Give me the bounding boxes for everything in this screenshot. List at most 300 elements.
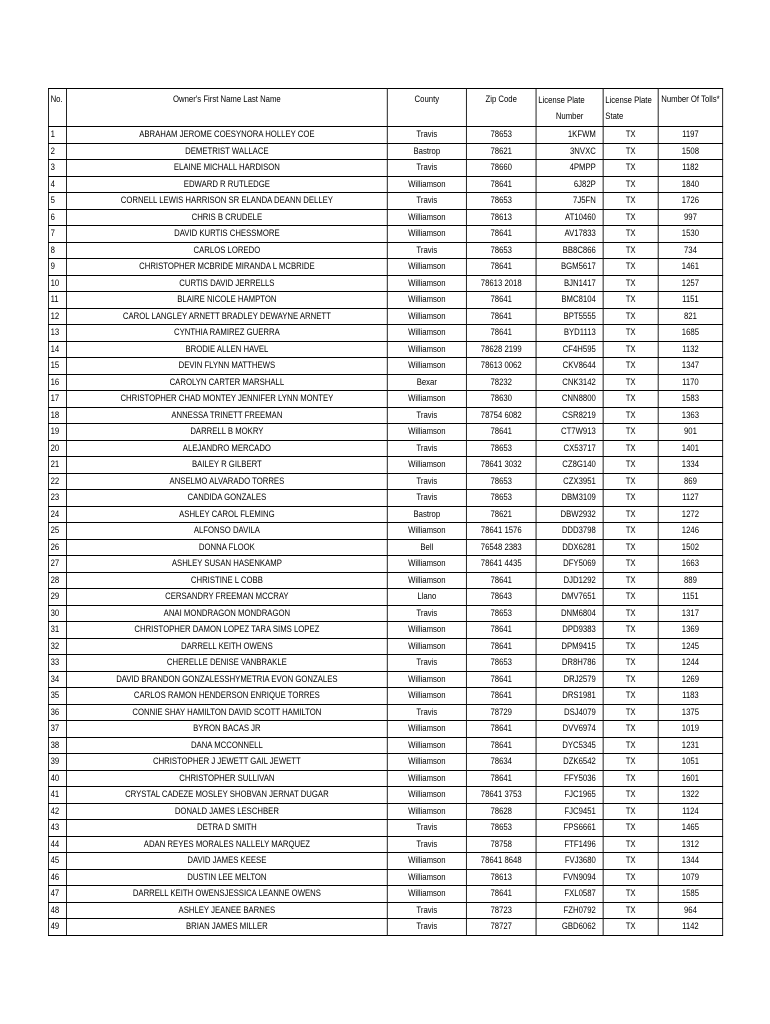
license-plate-state-cell: TX: [603, 655, 658, 672]
zip-code-cell: 78641: [466, 308, 536, 325]
license-plate-state-cell: TX: [603, 803, 658, 820]
zip-code-cell: 78232: [466, 374, 536, 391]
table-row: [48, 869, 722, 886]
zip-code-cell: 78653: [466, 242, 536, 259]
header-license-plate-number: [536, 89, 603, 127]
table-row: [48, 523, 722, 540]
zip-code-cell: 78641: [466, 325, 536, 342]
owner-name-cell: CORNELL LEWIS HARRISON SR ELANDA DEANN DELLEY: [66, 193, 387, 210]
number-of-tolls-cell: 1583: [658, 391, 723, 408]
table-row: [48, 407, 722, 424]
number-of-tolls-cell: 1257: [658, 275, 723, 292]
header-no: No.: [48, 89, 66, 127]
license-plate-number-cell: DRS1981: [536, 688, 603, 705]
header-number-of-tolls: Number Of Tolls*: [658, 89, 723, 127]
number-of-tolls-cell: 1269: [658, 671, 723, 688]
license-plate-state-cell: TX: [603, 143, 658, 160]
zip-code-cell: 78653: [466, 127, 536, 144]
owner-name-cell: DONALD JAMES LESCHBER: [66, 803, 387, 820]
owner-name-cell: DONNA FLOOK: [66, 539, 387, 556]
row-number-cell: 39: [48, 754, 66, 771]
number-of-tolls-cell: 1375: [658, 704, 723, 721]
owner-name-cell: DUSTIN LEE MELTON: [66, 869, 387, 886]
license-plate-state-cell: TX: [603, 374, 658, 391]
license-plate-number-cell: FVN9094: [536, 869, 603, 886]
license-plate-state-cell: TX: [603, 127, 658, 144]
owner-name-cell: ANNESSA TRINETT FREEMAN: [66, 407, 387, 424]
table-row: [48, 226, 722, 243]
owner-name-cell: CHRISTINE L COBB: [66, 572, 387, 589]
row-number-cell: 25: [48, 523, 66, 540]
owner-name-cell: DARRELL KEITH OWENSJESSICA LEANNE OWENS: [66, 886, 387, 903]
table-row: [48, 193, 722, 210]
row-number-cell: 48: [48, 902, 66, 919]
number-of-tolls-cell: 1585: [658, 886, 723, 903]
owner-name-cell: ELAINE MICHALL HARDISON: [66, 160, 387, 177]
county-cell: Williamson: [387, 325, 466, 342]
row-number-cell: 46: [48, 869, 66, 886]
owners-table: [48, 88, 723, 936]
license-plate-number-cell: DBW2932: [536, 506, 603, 523]
row-number-cell: 13: [48, 325, 66, 342]
table-row: [48, 902, 722, 919]
owner-name-cell: BYRON BACAS JR: [66, 721, 387, 738]
row-number-cell: 32: [48, 638, 66, 655]
zip-code-cell: 78641 3032: [466, 457, 536, 474]
table-row: [48, 457, 722, 474]
row-number-cell: 29: [48, 589, 66, 606]
header-row: [48, 89, 722, 127]
number-of-tolls-cell: 1347: [658, 358, 723, 375]
county-cell: Travis: [387, 655, 466, 672]
license-plate-number-cell: FPS6661: [536, 820, 603, 837]
county-cell: Williamson: [387, 803, 466, 820]
license-plate-state-cell: TX: [603, 836, 658, 853]
license-plate-number-cell: FVJ3680: [536, 853, 603, 870]
license-plate-state-cell: TX: [603, 688, 658, 705]
number-of-tolls-cell: 1245: [658, 638, 723, 655]
number-of-tolls-cell: 1312: [658, 836, 723, 853]
license-plate-state-cell: TX: [603, 869, 658, 886]
zip-code-cell: 78641: [466, 737, 536, 754]
table-row: [48, 704, 722, 721]
table-row: [48, 671, 722, 688]
table-row: [48, 886, 722, 903]
row-number-cell: 36: [48, 704, 66, 721]
county-cell: Williamson: [387, 787, 466, 804]
number-of-tolls-cell: 1246: [658, 523, 723, 540]
license-plate-state-cell: TX: [603, 176, 658, 193]
county-cell: Williamson: [387, 226, 466, 243]
county-cell: Travis: [387, 902, 466, 919]
county-cell: Travis: [387, 127, 466, 144]
license-plate-state-cell: TX: [603, 820, 658, 837]
county-cell: Travis: [387, 160, 466, 177]
county-cell: Williamson: [387, 259, 466, 276]
county-cell: Williamson: [387, 671, 466, 688]
owner-name-cell: CHRISTOPHER DAMON LOPEZ TARA SIMS LOPEZ: [66, 622, 387, 639]
county-cell: Williamson: [387, 869, 466, 886]
license-plate-state-cell: TX: [603, 737, 658, 754]
table-row: [48, 770, 722, 787]
header-plate-line1: License Plate: [538, 95, 585, 105]
license-plate-state-cell: TX: [603, 407, 658, 424]
county-cell: Bexar: [387, 374, 466, 391]
county-cell: Williamson: [387, 556, 466, 573]
county-cell: Williamson: [387, 688, 466, 705]
owner-name-cell: ALEJANDRO MERCADO: [66, 440, 387, 457]
license-plate-state-cell: TX: [603, 308, 658, 325]
row-number-cell: 3: [48, 160, 66, 177]
number-of-tolls-cell: 869: [658, 473, 723, 490]
county-cell: Williamson: [387, 424, 466, 441]
owner-name-cell: CHERELLE DENISE VANBRAKLE: [66, 655, 387, 672]
county-cell: Travis: [387, 919, 466, 936]
number-of-tolls-cell: 1231: [658, 737, 723, 754]
zip-code-cell: 78729: [466, 704, 536, 721]
row-number-cell: 20: [48, 440, 66, 457]
license-plate-state-cell: TX: [603, 440, 658, 457]
zip-code-cell: 78613: [466, 869, 536, 886]
zip-code-cell: 78641: [466, 176, 536, 193]
table-row: [48, 440, 722, 457]
table-row: [48, 308, 722, 325]
row-number-cell: 4: [48, 176, 66, 193]
license-plate-number-cell: FXL0587: [536, 886, 603, 903]
county-cell: Williamson: [387, 457, 466, 474]
number-of-tolls-cell: 1272: [658, 506, 723, 523]
license-plate-state-cell: TX: [603, 919, 658, 936]
zip-code-cell: 78641: [466, 226, 536, 243]
table-row: [48, 803, 722, 820]
license-plate-number-cell: FJC1965: [536, 787, 603, 804]
row-number-cell: 49: [48, 919, 66, 936]
zip-code-cell: 78630: [466, 391, 536, 408]
number-of-tolls-cell: 1170: [658, 374, 723, 391]
owner-name-cell: EDWARD R RUTLEDGE: [66, 176, 387, 193]
row-number-cell: 23: [48, 490, 66, 507]
owner-name-cell: DAVID KURTIS CHESSMORE: [66, 226, 387, 243]
owner-name-cell: BAILEY R GILBERT: [66, 457, 387, 474]
license-plate-number-cell: DFY5069: [536, 556, 603, 573]
county-cell: Travis: [387, 490, 466, 507]
license-plate-state-cell: TX: [603, 704, 658, 721]
license-plate-state-cell: TX: [603, 424, 658, 441]
license-plate-state-cell: TX: [603, 341, 658, 358]
license-plate-state-cell: TX: [603, 787, 658, 804]
license-plate-number-cell: BJN1417: [536, 275, 603, 292]
license-plate-number-cell: DBM3109: [536, 490, 603, 507]
county-cell: Travis: [387, 820, 466, 837]
row-number-cell: 6: [48, 209, 66, 226]
number-of-tolls-cell: 1244: [658, 655, 723, 672]
county-cell: Travis: [387, 407, 466, 424]
number-of-tolls-cell: 1317: [658, 605, 723, 622]
row-number-cell: 35: [48, 688, 66, 705]
owner-name-cell: ASHLEY CAROL FLEMING: [66, 506, 387, 523]
county-cell: Travis: [387, 605, 466, 622]
header-state-line1: License Plate: [605, 95, 652, 105]
owner-name-cell: BLAIRE NICOLE HAMPTON: [66, 292, 387, 309]
owner-name-cell: ABRAHAM JEROME COESYNORA HOLLEY COE: [66, 127, 387, 144]
number-of-tolls-cell: 1461: [658, 259, 723, 276]
license-plate-state-cell: TX: [603, 242, 658, 259]
county-cell: Williamson: [387, 770, 466, 787]
license-plate-number-cell: DRJ2579: [536, 671, 603, 688]
row-number-cell: 9: [48, 259, 66, 276]
county-cell: Travis: [387, 473, 466, 490]
row-number-cell: 45: [48, 853, 66, 870]
license-plate-number-cell: CX53717: [536, 440, 603, 457]
table-row: [48, 539, 722, 556]
county-cell: Williamson: [387, 638, 466, 655]
table-header: [48, 89, 722, 127]
owner-name-cell: BRIAN JAMES MILLER: [66, 919, 387, 936]
header-license-plate-state: [603, 89, 658, 127]
table-row: [48, 374, 722, 391]
county-cell: Travis: [387, 242, 466, 259]
header-owner-name: Owner's First Name Last Name: [66, 89, 387, 127]
license-plate-number-cell: BPT5555: [536, 308, 603, 325]
number-of-tolls-cell: 1322: [658, 787, 723, 804]
table-row: [48, 259, 722, 276]
owner-name-cell: CHRISTOPHER MCBRIDE MIRANDA L MCBRIDE: [66, 259, 387, 276]
zip-code-cell: 78621: [466, 143, 536, 160]
owner-name-cell: CRYSTAL CADEZE MOSLEY SHOBVAN JERNAT DUGAR: [66, 787, 387, 804]
zip-code-cell: 78613 2018: [466, 275, 536, 292]
county-cell: Williamson: [387, 721, 466, 738]
license-plate-number-cell: CSR8219: [536, 407, 603, 424]
owner-name-cell: ANSELMO ALVARADO TORRES: [66, 473, 387, 490]
county-cell: Travis: [387, 193, 466, 210]
row-number-cell: 16: [48, 374, 66, 391]
license-plate-number-cell: BYD1113: [536, 325, 603, 342]
license-plate-number-cell: BB8C866: [536, 242, 603, 259]
number-of-tolls-cell: 997: [658, 209, 723, 226]
zip-code-cell: 78641: [466, 292, 536, 309]
zip-code-cell: 78641: [466, 721, 536, 738]
table-row: [48, 506, 722, 523]
owner-name-cell: DETRA D SMITH: [66, 820, 387, 837]
table-row: [48, 275, 722, 292]
row-number-cell: 38: [48, 737, 66, 754]
table-row: [48, 655, 722, 672]
zip-code-cell: 78653: [466, 440, 536, 457]
zip-code-cell: 78641 4435: [466, 556, 536, 573]
license-plate-state-cell: TX: [603, 457, 658, 474]
license-plate-state-cell: TX: [603, 193, 658, 210]
number-of-tolls-cell: 1465: [658, 820, 723, 837]
county-cell: Williamson: [387, 292, 466, 309]
zip-code-cell: 78628: [466, 803, 536, 820]
owner-name-cell: DEVIN FLYNN MATTHEWS: [66, 358, 387, 375]
county-cell: Williamson: [387, 853, 466, 870]
zip-code-cell: 78634: [466, 754, 536, 771]
number-of-tolls-cell: 1079: [658, 869, 723, 886]
row-number-cell: 7: [48, 226, 66, 243]
table-row: [48, 143, 722, 160]
number-of-tolls-cell: 1530: [658, 226, 723, 243]
license-plate-number-cell: FZH0792: [536, 902, 603, 919]
row-number-cell: 40: [48, 770, 66, 787]
table-row: [48, 325, 722, 342]
row-number-cell: 1: [48, 127, 66, 144]
license-plate-state-cell: TX: [603, 671, 658, 688]
zip-code-cell: 78641: [466, 688, 536, 705]
owner-name-cell: BRODIE ALLEN HAVEL: [66, 341, 387, 358]
zip-code-cell: 78653: [466, 490, 536, 507]
county-cell: Llano: [387, 589, 466, 606]
table-row: [48, 358, 722, 375]
license-plate-state-cell: TX: [603, 473, 658, 490]
license-plate-state-cell: TX: [603, 853, 658, 870]
table-row: [48, 391, 722, 408]
table-row: [48, 341, 722, 358]
zip-code-cell: 78641 3753: [466, 787, 536, 804]
owner-name-cell: DAVID JAMES KEESE: [66, 853, 387, 870]
license-plate-number-cell: BMC8104: [536, 292, 603, 309]
table-row: [48, 556, 722, 573]
header-state-line2: State: [605, 111, 624, 121]
license-plate-state-cell: TX: [603, 226, 658, 243]
table-row: [48, 820, 722, 837]
number-of-tolls-cell: 1401: [658, 440, 723, 457]
zip-code-cell: 78653: [466, 193, 536, 210]
table-row: [48, 688, 722, 705]
owner-name-cell: DANA MCCONNELL: [66, 737, 387, 754]
license-plate-number-cell: FTF1496: [536, 836, 603, 853]
number-of-tolls-cell: 1369: [658, 622, 723, 639]
license-plate-state-cell: TX: [603, 209, 658, 226]
number-of-tolls-cell: 1019: [658, 721, 723, 738]
zip-code-cell: 78621: [466, 506, 536, 523]
license-plate-state-cell: TX: [603, 325, 658, 342]
zip-code-cell: 78641: [466, 671, 536, 688]
row-number-cell: 24: [48, 506, 66, 523]
zip-code-cell: 78613 0062: [466, 358, 536, 375]
zip-code-cell: 78641 1576: [466, 523, 536, 540]
license-plate-state-cell: TX: [603, 391, 658, 408]
license-plate-number-cell: CNN8800: [536, 391, 603, 408]
number-of-tolls-cell: 1726: [658, 193, 723, 210]
zip-code-cell: 78641: [466, 770, 536, 787]
license-plate-state-cell: TX: [603, 259, 658, 276]
zip-code-cell: 78641: [466, 424, 536, 441]
row-number-cell: 43: [48, 820, 66, 837]
row-number-cell: 37: [48, 721, 66, 738]
number-of-tolls-cell: 734: [658, 242, 723, 259]
license-plate-number-cell: FFY5036: [536, 770, 603, 787]
owner-name-cell: CHRISTOPHER J JEWETT GAIL JEWETT: [66, 754, 387, 771]
zip-code-cell: 78641: [466, 622, 536, 639]
number-of-tolls-cell: 1124: [658, 803, 723, 820]
zip-code-cell: 78653: [466, 820, 536, 837]
table-row: [48, 242, 722, 259]
county-cell: Williamson: [387, 176, 466, 193]
owner-name-cell: DAVID BRANDON GONZALESSHYMETRIA EVON GONZALES: [66, 671, 387, 688]
license-plate-state-cell: TX: [603, 721, 658, 738]
license-plate-number-cell: FJC9451: [536, 803, 603, 820]
number-of-tolls-cell: 1132: [658, 341, 723, 358]
owner-name-cell: CERSANDRY FREEMAN MCCRAY: [66, 589, 387, 606]
table-row: [48, 292, 722, 309]
number-of-tolls-cell: 1334: [658, 457, 723, 474]
number-of-tolls-cell: 1183: [658, 688, 723, 705]
county-cell: Williamson: [387, 341, 466, 358]
county-cell: Williamson: [387, 622, 466, 639]
license-plate-number-cell: DMV7651: [536, 589, 603, 606]
license-plate-state-cell: TX: [603, 754, 658, 771]
license-plate-state-cell: TX: [603, 523, 658, 540]
license-plate-number-cell: DYC5345: [536, 737, 603, 754]
license-plate-number-cell: AT10460: [536, 209, 603, 226]
license-plate-number-cell: CT7W913: [536, 424, 603, 441]
license-plate-state-cell: TX: [603, 490, 658, 507]
county-cell: Williamson: [387, 572, 466, 589]
table-row: [48, 721, 722, 738]
county-cell: Williamson: [387, 308, 466, 325]
row-number-cell: 28: [48, 572, 66, 589]
county-cell: Travis: [387, 836, 466, 853]
license-plate-state-cell: TX: [603, 556, 658, 573]
number-of-tolls-cell: 901: [658, 424, 723, 441]
owner-name-cell: CARLOS RAMON HENDERSON ENRIQUE TORRES: [66, 688, 387, 705]
county-cell: Williamson: [387, 275, 466, 292]
license-plate-state-cell: TX: [603, 358, 658, 375]
license-plate-state-cell: TX: [603, 902, 658, 919]
county-cell: Bell: [387, 539, 466, 556]
number-of-tolls-cell: 1197: [658, 127, 723, 144]
license-plate-number-cell: 6J82P: [536, 176, 603, 193]
license-plate-number-cell: DDD3798: [536, 523, 603, 540]
license-plate-number-cell: BGM5617: [536, 259, 603, 276]
license-plate-number-cell: DZK6542: [536, 754, 603, 771]
table-row: [48, 919, 722, 936]
license-plate-number-cell: CZ8G140: [536, 457, 603, 474]
table-body: [48, 127, 722, 936]
county-cell: Bastrop: [387, 143, 466, 160]
county-cell: Williamson: [387, 523, 466, 540]
owner-name-cell: ASHLEY JEANEE BARNES: [66, 902, 387, 919]
license-plate-number-cell: DDX6281: [536, 539, 603, 556]
row-number-cell: 22: [48, 473, 66, 490]
table-row: [48, 176, 722, 193]
table-row: [48, 638, 722, 655]
owner-name-cell: ADAN REYES MORALES NALLELY MARQUEZ: [66, 836, 387, 853]
county-cell: Williamson: [387, 737, 466, 754]
owner-name-cell: CAROL LANGLEY ARNETT BRADLEY DEWAYNE ARNETT: [66, 308, 387, 325]
owner-name-cell: CHRIS B CRUDELE: [66, 209, 387, 226]
row-number-cell: 8: [48, 242, 66, 259]
zip-code-cell: 78613: [466, 209, 536, 226]
row-number-cell: 42: [48, 803, 66, 820]
table-row: [48, 490, 722, 507]
row-number-cell: 5: [48, 193, 66, 210]
license-plate-number-cell: 1KFWM: [536, 127, 603, 144]
table-row: [48, 572, 722, 589]
license-plate-state-cell: TX: [603, 605, 658, 622]
table-row: [48, 737, 722, 754]
table-row: [48, 127, 722, 144]
license-plate-state-cell: TX: [603, 589, 658, 606]
row-number-cell: 18: [48, 407, 66, 424]
owner-name-cell: DARRELL KEITH OWENS: [66, 638, 387, 655]
owner-name-cell: DEMETRIST WALLACE: [66, 143, 387, 160]
zip-code-cell: 78641: [466, 638, 536, 655]
county-cell: Williamson: [387, 358, 466, 375]
owner-name-cell: ASHLEY SUSAN HASENKAMP: [66, 556, 387, 573]
county-cell: Bastrop: [387, 506, 466, 523]
